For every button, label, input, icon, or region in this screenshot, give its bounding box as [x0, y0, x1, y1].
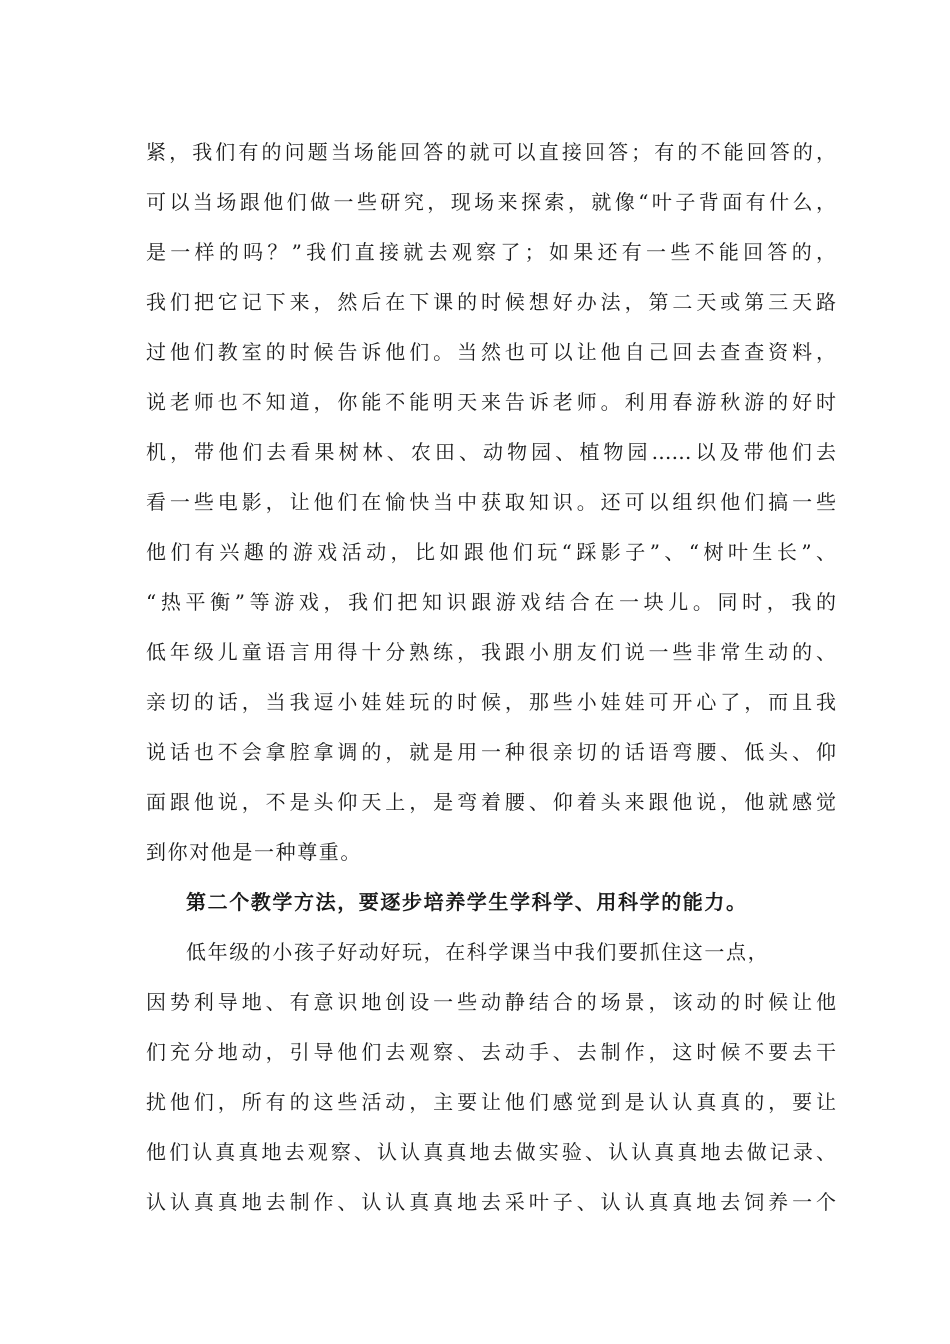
text-line-8: 看一些电影，让他们在愉快当中获取知识。还可以组织他们搞一些 [146, 490, 836, 514]
text-line-20: 扰他们，所有的这些活动，主要让他们感觉到是认认真真的，要让 [146, 1090, 836, 1114]
text-line-9: 他们有兴趣的游戏活动，比如跟他们玩“踩影子”、“树叶生长”、 [146, 540, 836, 564]
text-line-2: 可以当场跟他们做一些研究，现场来探索，就像“叶子背面有什么， [146, 190, 836, 214]
text-line-5: 过他们教室的时候告诉他们。当然也可以让他自己回去查查资料， [146, 340, 836, 364]
text-line-1: 紧，我们有的问题当场能回答的就可以直接回答；有的不能回答的， [146, 140, 836, 164]
text-line-13: 说话也不会拿腔拿调的，就是用一种很亲切的话语弯腰、低头、仰 [146, 740, 836, 764]
text-line-4: 我们把它记下来，然后在下课的时候想好办法，第二天或第三天路 [146, 290, 836, 314]
text-line-12: 亲切的话，当我逗小娃娃玩的时候，那些小娃娃可开心了，而且我 [146, 690, 836, 714]
text-line-10: “热平衡”等游戏，我们把知识跟游戏结合在一块儿。同时，我的 [146, 590, 836, 614]
section-heading: 第二个教学方法，要逐步培养学生学科学、用科学的能力。 [186, 890, 748, 914]
text-line-21: 他们认真真地去观察、认认真真地去做实验、认认真真地去做记录、 [146, 1140, 836, 1164]
text-line-6: 说老师也不知道，你能不能明天来告诉老师。利用春游秋游的好时 [146, 390, 836, 414]
text-line-17: 低年级的小孩子好动好玩，在科学课当中我们要抓住这一点， [186, 940, 770, 964]
text-line-18: 因势利导地、有意识地创设一些动静结合的场景，该动的时候让他 [146, 990, 836, 1014]
text-line-22: 认认真真地去制作、认认真真地去采叶子、认认真真地去饲养一个 [146, 1190, 836, 1214]
text-line-11: 低年级儿童语言用得十分熟练，我跟小朋友们说一些非常生动的、 [146, 640, 836, 664]
text-line-15: 到你对他是一种尊重。 [146, 840, 362, 864]
text-line-14: 面跟他说，不是头仰天上，是弯着腰、仰着头来跟他说，他就感觉 [146, 790, 836, 814]
text-line-3: 是一样的吗？”我们直接就去观察了；如果还有一些不能回答的， [146, 240, 836, 264]
text-line-19: 们充分地动，引导他们去观察、去动手、去制作，这时候不要去干 [146, 1040, 836, 1064]
body-text [146, 134, 836, 1234]
text-line-7: 机，带他们去看果树林、农田、动物园、植物园……以及带他们去 [146, 440, 836, 464]
